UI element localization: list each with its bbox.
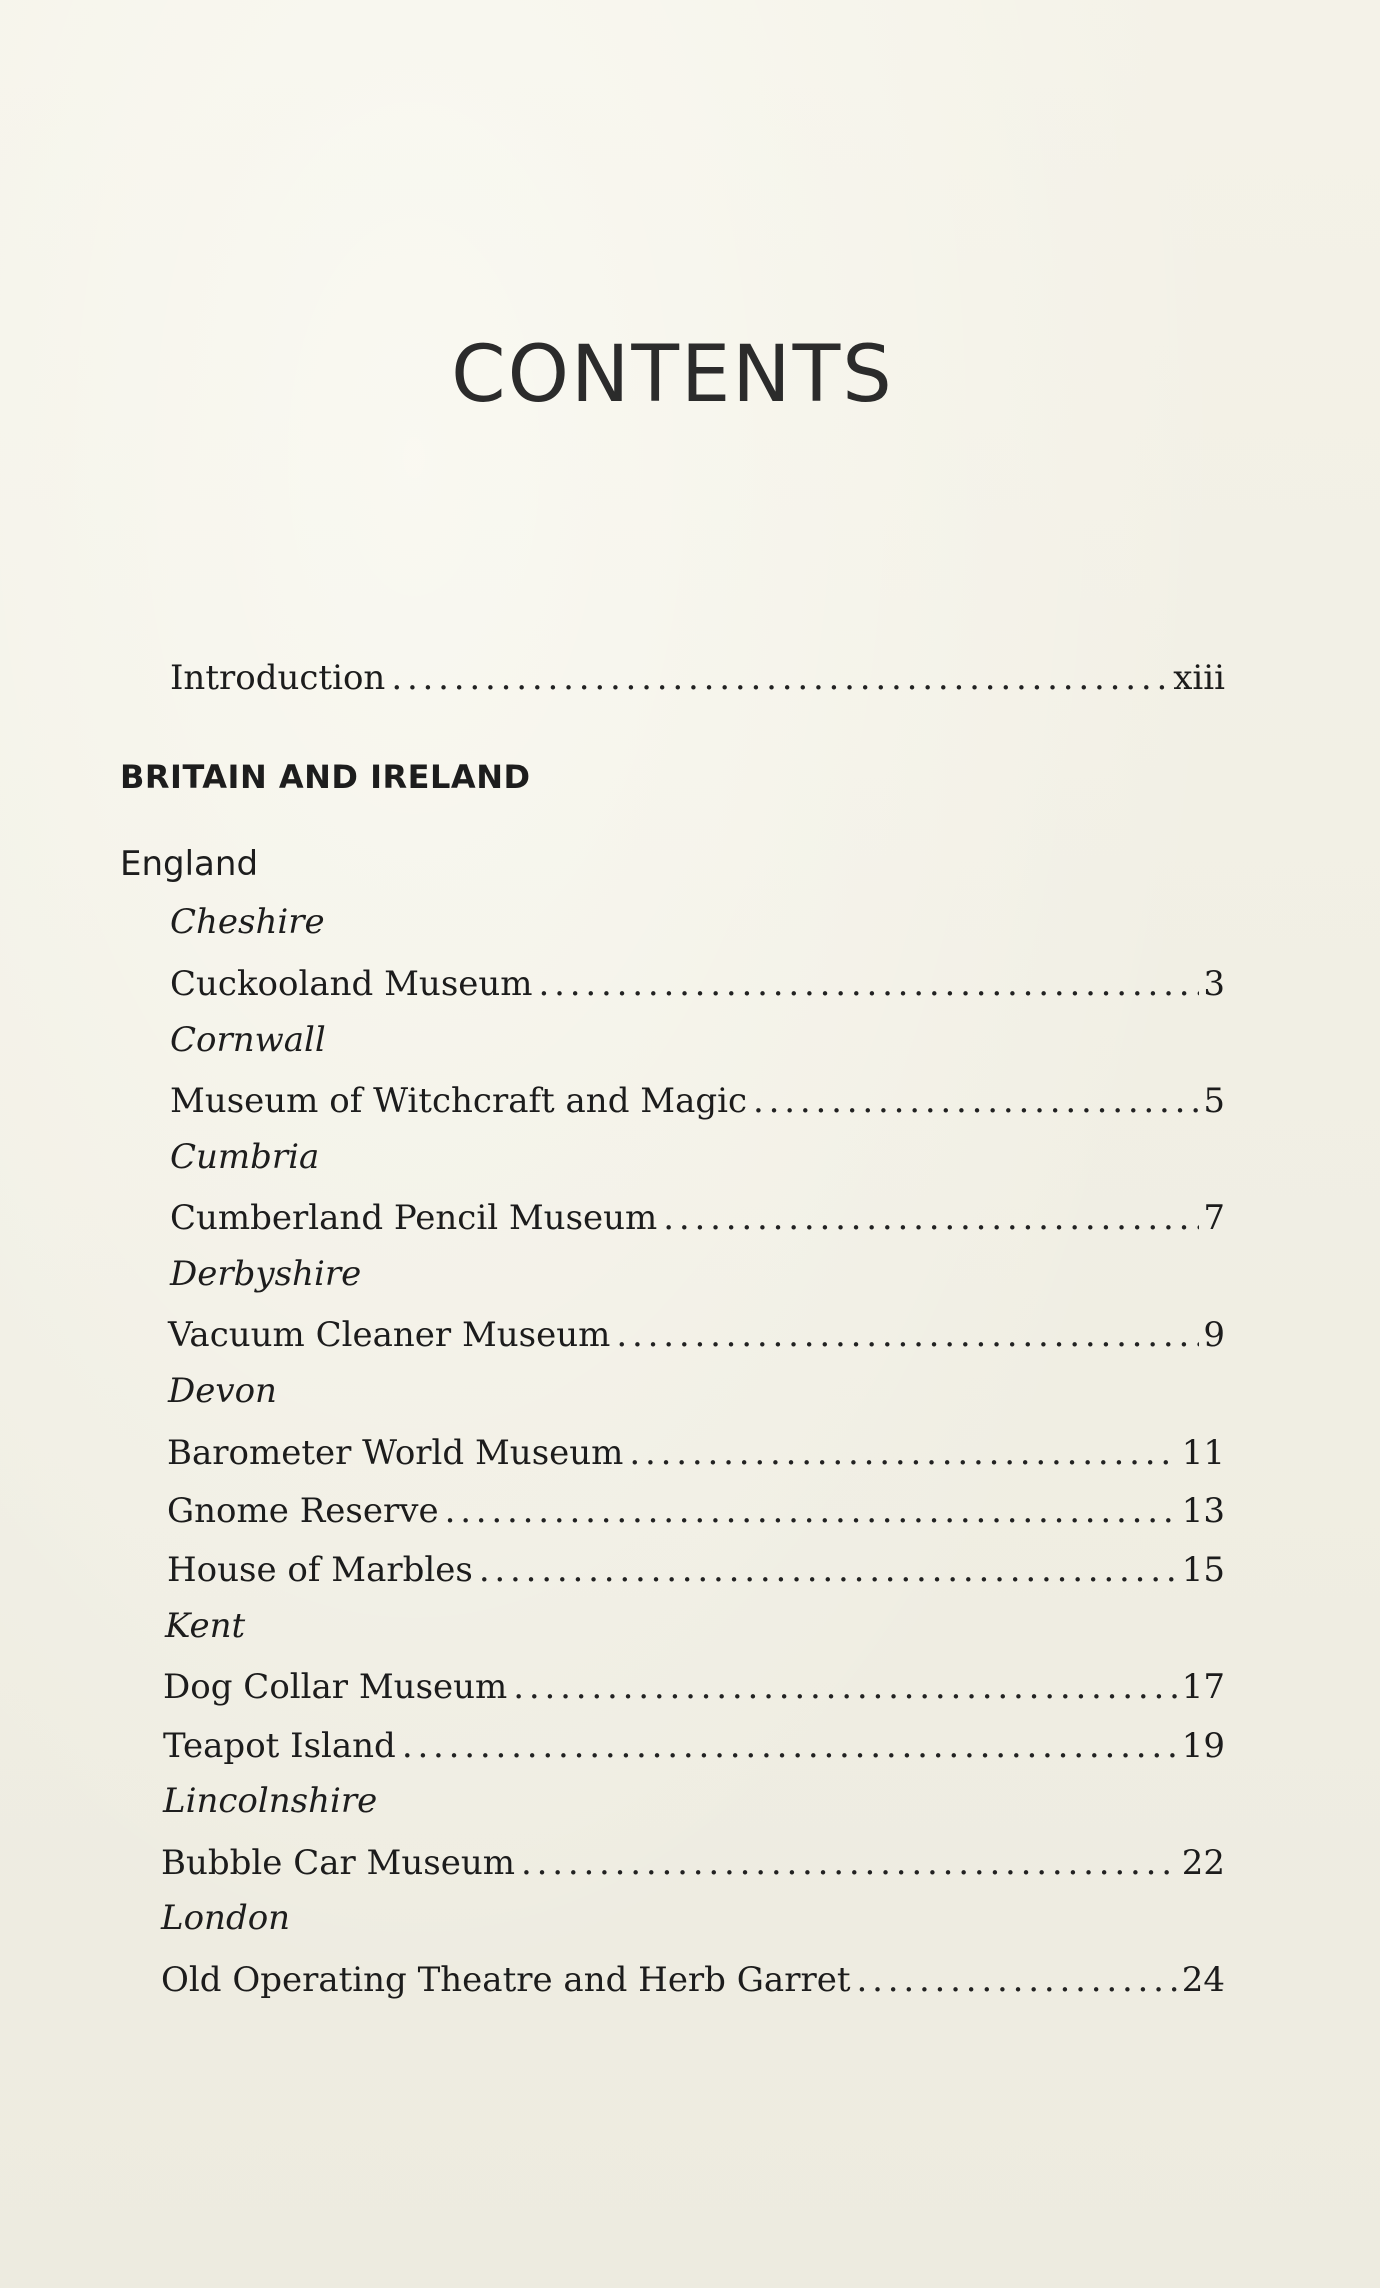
region-heading-cheshire: Cheshire — [170, 902, 325, 942]
toc-entry-label: Barometer World Museum — [167, 1433, 624, 1473]
toc-entry-operating[interactable] — [161, 1958, 1225, 2002]
page-title: CONTENTS — [451, 330, 894, 420]
region-heading-lincolnshire: Lincolnshire — [163, 1781, 378, 1821]
toc-entry-label: Museum of Witchcraft and Magic — [170, 1081, 748, 1121]
dot-leader — [753, 1079, 1199, 1123]
toc-entry-label: Bubble Car Museum — [161, 1843, 515, 1883]
dot-leader — [402, 1724, 1178, 1768]
toc-entry-barometer[interactable] — [167, 1431, 1225, 1475]
region-heading-cumbria: Cumbria — [170, 1137, 320, 1177]
toc-page-number: 13 — [1181, 1491, 1225, 1531]
toc-entry-label: Cuckooland Museum — [170, 964, 533, 1004]
toc-page-number: 15 — [1181, 1550, 1225, 1590]
toc-page-number: xiii — [1173, 658, 1225, 698]
dot-leader — [663, 1196, 1199, 1240]
dot-leader — [445, 1489, 1178, 1533]
toc-entry-vacuum[interactable] — [168, 1313, 1225, 1357]
dot-leader — [616, 1313, 1199, 1357]
toc-page-number: 9 — [1203, 1315, 1225, 1355]
toc-page-number: 7 — [1203, 1198, 1225, 1238]
toc-entry-witchcraft[interactable] — [170, 1079, 1225, 1123]
dot-leader — [539, 962, 1200, 1006]
toc-entry-label: Gnome Reserve — [167, 1491, 439, 1531]
toc-entry-pencil[interactable] — [170, 1196, 1225, 1240]
dot-leader — [629, 1431, 1177, 1475]
toc-page-number: 24 — [1181, 1960, 1225, 2000]
toc-page-number: 5 — [1203, 1081, 1225, 1121]
toc-entry-dogcollar[interactable] — [163, 1665, 1225, 1709]
toc-entry-cuckooland[interactable] — [170, 962, 1225, 1006]
toc-entry-label: Cumberland Pencil Museum — [170, 1198, 658, 1238]
region-heading-derbyshire: Derbyshire — [170, 1254, 362, 1294]
toc-entry-teapot[interactable] — [163, 1724, 1225, 1768]
region-heading-cornwall: Cornwall — [170, 1020, 326, 1060]
toc-entry-label: Introduction — [170, 658, 386, 698]
dot-leader — [391, 656, 1169, 700]
toc-entry-label: Teapot Island — [163, 1726, 396, 1766]
toc-entry-gnome[interactable] — [167, 1489, 1225, 1533]
toc-page-number: 11 — [1181, 1433, 1225, 1473]
region-heading-london: London — [161, 1898, 291, 1938]
dot-leader — [513, 1665, 1177, 1709]
toc-entry-marbles[interactable] — [167, 1548, 1225, 1592]
region-heading-devon: Devon — [168, 1371, 277, 1411]
dot-leader — [856, 1958, 1177, 2002]
dot-leader — [479, 1548, 1178, 1592]
country-heading: England — [120, 844, 259, 884]
toc-entry-bubblecar[interactable] — [161, 1841, 1225, 1885]
section-heading: BRITAIN AND IRELAND — [120, 758, 531, 796]
toc-page-number: 22 — [1181, 1843, 1225, 1883]
region-heading-kent: Kent — [165, 1606, 246, 1646]
toc-page-number: 3 — [1203, 964, 1225, 1004]
toc-entry-introduction[interactable] — [170, 656, 1225, 700]
toc-page-number: 17 — [1181, 1667, 1225, 1707]
toc-entry-label: House of Marbles — [167, 1550, 473, 1590]
toc-entry-label: Old Operating Theatre and Herb Garret — [161, 1960, 851, 2000]
toc-page-number: 19 — [1181, 1726, 1225, 1766]
dot-leader — [521, 1841, 1178, 1885]
toc-entry-label: Dog Collar Museum — [163, 1667, 508, 1707]
toc-entry-label: Vacuum Cleaner Museum — [168, 1315, 611, 1355]
